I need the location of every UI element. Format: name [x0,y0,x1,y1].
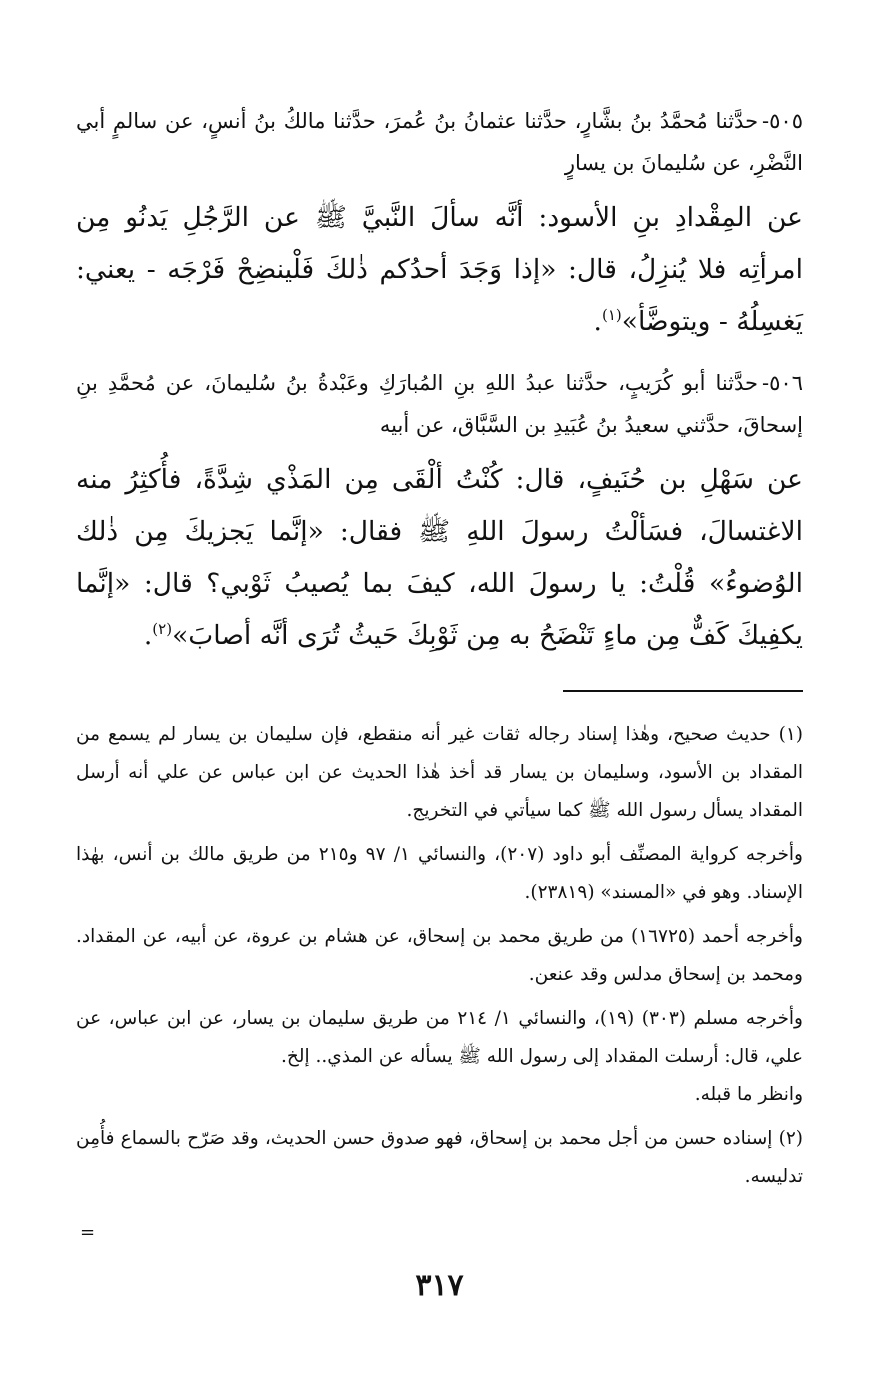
footnotes [76,716,803,1196]
isnad-text: حدَّثنا مُحمَّدُ بنُ بشَّارٍ، حدَّثنا عثمانُ بنُ عُمرَ، حدَّثنا مالكُ بنُ أنسٍ، عن سالمٍ أبي النَّضْرِ، عن سُليمانَ بن يسارٍ [76,109,803,175]
footnote-divider [563,690,803,692]
hadith-number: ٥٠٦- [762,371,803,395]
footnote-ref: (٢) [152,620,173,639]
page-number: ٣١٧ [415,1268,464,1303]
matn-text: عن سَهْلِ بن حُنَيفٍ، قال: كُنْتُ ألْقَى مِن المَذْي شِدَّةً، فأُكثِرُ منه الاغتسالَ، فسَألْتُ رسولَ اللهِ ﷺ فقال: «إنَّما يَجزيكَ مِن ذٰلك الوُضوءُ» قُلْتُ: يا رسولَ الله، كيفَ بما يُصيبُ ثَوْبي؟ قال: «إنَّما يكفِيكَ كَفٌّ مِن ماءٍ تَنْضَحُ به مِن ثَوْبِكَ حَيثُ تُرَى أنَّه أصابَ» [76,464,803,651]
matn-text: عن المِقْدادِ بنِ الأسود: أنَّه سألَ النَّبيَّ ﷺ عن الرَّجُلِ يَدنُو مِن امرأتِه فلا يُنزِلُ، قال: «إذا وَجَدَ أحدُكم ذٰلكَ فَلْينضِحْ فَرْجَه - يعني: يَغسِلُهُ - ويتوضَّأ» [76,202,803,337]
hadith-matn [76,192,803,348]
footnote-paragraph: وأخرجه مسلم (٣٠٣) (١٩)، والنسائي ١/ ٢١٤ من طريق سليمان بن يسار، عن ابن عباس، عن علي، قال: أرسلت المقداد إلى رسول الله ﷺ يسأله عن المذي.. إلخ. [76,1008,803,1067]
isnad-text: حدَّثنا أبو كُرَيبٍ، حدَّثنا عبدُ اللهِ بنِ المُبارَكِ وعَبْدةُ بنُ سُليمانَ، عن مُحمَّدِ بنِ إسحاقَ، حدَّثني سعيدُ بنُ عُبَيدِ بن السَّبَّاق، عن أبيه [76,371,803,437]
footnote-paragraph: (١) حديث صحيح، وهٰذا إسناد رجاله ثقات غير أنه منقطع، فإن سليمان بن يسار لم يسمع من المقداد بن الأسود، وسليمان بن يسار قد أخذ هٰذا الحديث عن ابن عباس عن علي أنه أرسل المقداد يسأل رسول الله ﷺ كما سيأتي في التخريج. [76,724,803,821]
matn-end: . [593,306,602,337]
hadith-number: ٥٠٥- [762,109,803,133]
footnote-ref: (١) [601,306,622,325]
footnote-paragraph: وانظر ما قبله. [694,1084,803,1105]
footnote-paragraph: وأخرجه أحمد (١٦٧٢٥) من طريق محمد بن إسحاق، عن هشام بن عروة، عن أبيه، عن المقداد. ومحمد بن إسحاق مدلس وقد عنعن. [76,926,803,985]
footnote-paragraph: وأخرجه كرواية المصنِّف أبو داود (٢٠٧)، والنسائي ١/ ٩٧ و٢١٥ من طريق مالك بن أنس، بهٰذا الإسناد. وهو في «المسند» (٢٣٨١٩). [76,844,803,903]
hadith-505 [76,100,803,348]
hadith-isnad [76,100,803,184]
matn-end: . [143,620,153,651]
hadith-506 [76,362,803,662]
footnote-paragraph: (٢) إسناده حسن من أجل محمد بن إسحاق، فهو صدوق حسن الحديث، وقد صَرّح بالسماع فأُمِن تدليسه. [76,1128,803,1187]
hadith-isnad [76,362,803,446]
continuation-mark: = [80,1222,96,1243]
hadith-matn [76,454,803,662]
